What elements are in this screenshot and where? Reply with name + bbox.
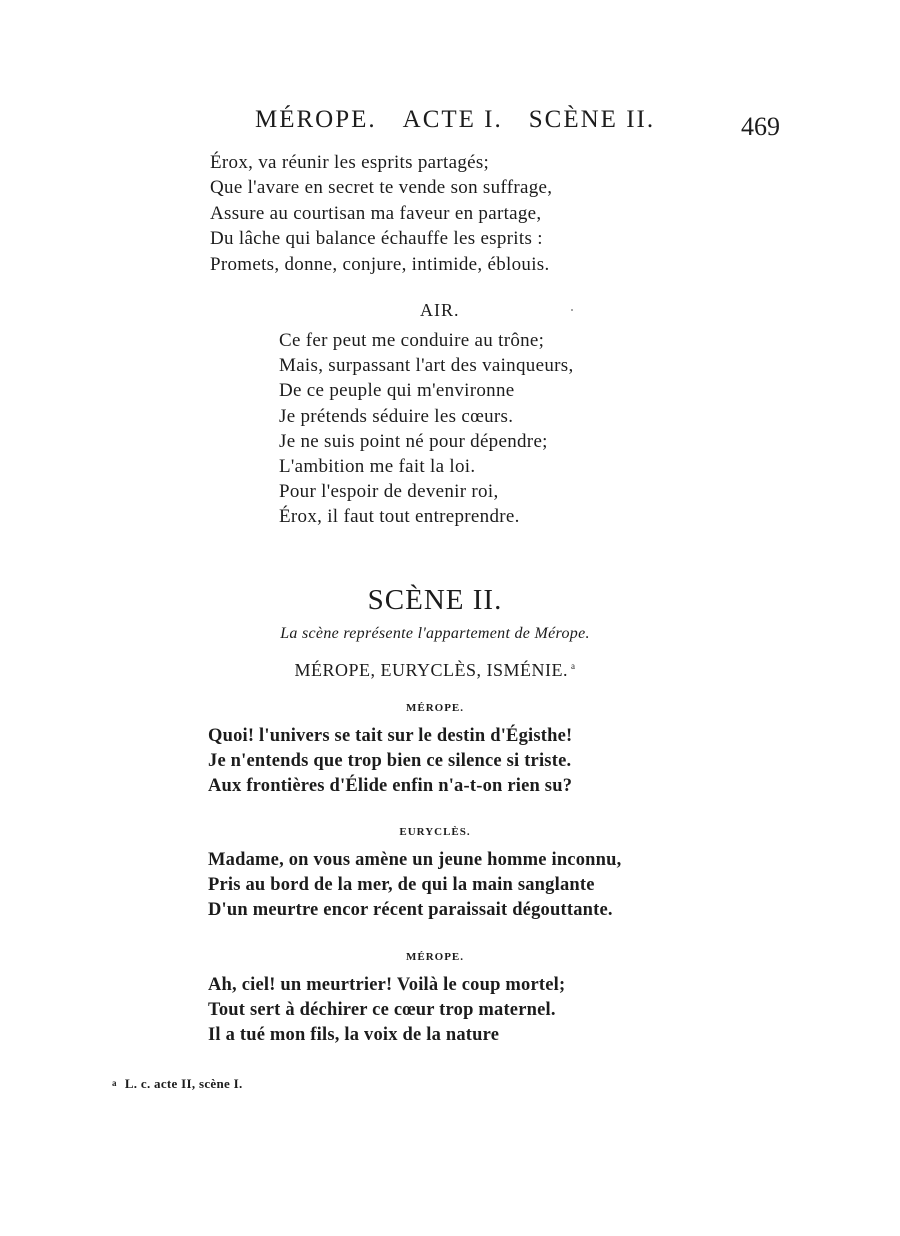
air-heading: AIR. <box>420 300 460 320</box>
verse-line: Assure au courtisan ma faveur en partage, <box>210 202 542 224</box>
page-number: 469 <box>741 112 780 141</box>
running-head <box>255 106 681 134</box>
speech-line: Pris au bord de la mer, de qui la main sanglante <box>208 875 595 895</box>
air-line: Je prétends séduire les cœurs. <box>279 405 514 427</box>
speech-block <box>208 973 565 1048</box>
speech-line: Madame, on vous amène un jeune homme inconnu, <box>208 850 622 870</box>
footnote-text: L. c. acte II, scène I. <box>124 1076 243 1091</box>
air-line: L'ambition me fait la loi. <box>279 456 476 478</box>
speaker-name: MÉROPE. <box>405 951 465 963</box>
speaker-name: MÉROPE. <box>405 702 465 714</box>
speech-line: D'un meurtre encor récent paraissait dégouttante. <box>208 900 613 920</box>
running-head-title: MÉROPE. <box>255 106 377 133</box>
air-line: Pour l'espoir de devenir roi, <box>279 481 499 503</box>
speaker-name: EURYCLÈS. <box>399 826 471 838</box>
air-line: Mais, surpassant l'art des vainqueurs, <box>279 355 574 377</box>
speech-line: Aux frontières d'Élide enfin n'a-t-on rien su? <box>208 776 573 796</box>
verse-line: Promets, donne, conjure, intimide, éblouis. <box>210 253 550 275</box>
character-names: MÉROPE, EURYCLÈS, ISMÉNIE. <box>294 660 569 680</box>
verse-line: Que l'avare en secret te vende son suffrage, <box>210 177 553 199</box>
verse-line: Du lâche qui balance échauffe les esprits : <box>210 228 543 250</box>
running-head-scene: SCÈNE II. <box>528 106 656 133</box>
character-list <box>0 660 870 681</box>
speech-block <box>208 724 572 799</box>
speech-line: Quoi! l'univers se tait sur le destin d'Égisthe! <box>208 726 573 746</box>
footnote-mark: a <box>112 1078 117 1088</box>
footnote-reference: a <box>571 661 576 671</box>
air-line: Je ne suis point né pour dépendre; <box>279 430 548 452</box>
running-head-act: ACTE I. <box>402 106 503 133</box>
speech-block <box>208 848 621 923</box>
air-line: De ce peuple qui m'environne <box>279 380 515 402</box>
verse-line: Érox, va réunir les esprits partagés; <box>210 152 490 173</box>
air-verse-block <box>279 328 574 530</box>
air-line: Érox, il faut tout entreprendre. <box>279 506 520 528</box>
scene-heading: SCÈNE II. <box>367 584 503 616</box>
air-line: Ce fer peut me conduire au trône; <box>279 330 545 351</box>
scene-setting: La scène représente l'appartement de Mérope. <box>280 625 590 642</box>
speech-line: Tout sert à déchirer ce cœur trop maternel. <box>208 1000 556 1020</box>
footnote <box>112 1076 243 1092</box>
ink-speck <box>571 309 573 311</box>
speech-line: Ah, ciel! un meurtrier! Voilà le coup mortel; <box>208 975 566 995</box>
speech-line: Il a tué mon fils, la voix de la nature <box>208 1025 500 1045</box>
verse-block <box>210 150 552 277</box>
speech-line: Je n'entends que trop bien ce silence si triste. <box>208 751 572 771</box>
